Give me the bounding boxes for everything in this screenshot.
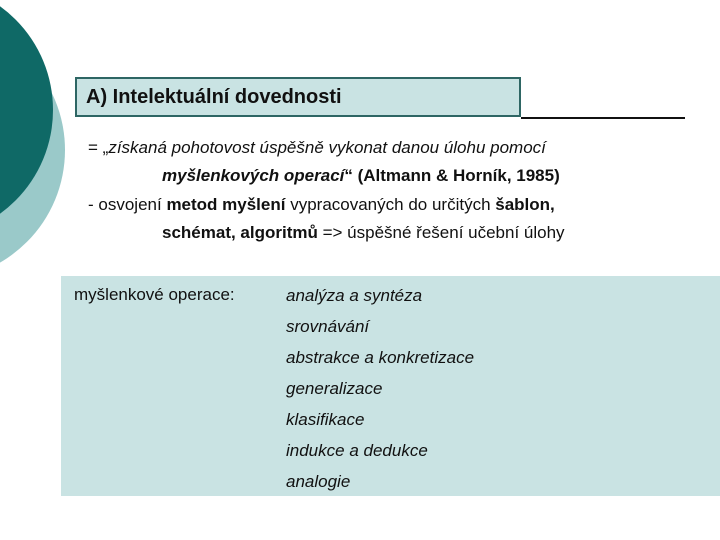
operations-label: myšlenkové operace:	[74, 285, 235, 304]
acq-text-2: vypracovaných do určitých	[285, 195, 496, 214]
list-item: generalizace	[286, 379, 383, 398]
operations-list	[286, 280, 474, 497]
acq-bold-3: schémat, algoritmů	[162, 223, 318, 242]
list-item: analogie	[286, 472, 351, 491]
definition-prefix: = „	[88, 138, 109, 157]
definition-italic: získaná pohotovost úspěšně vykonat danou úlohu pomocí	[108, 138, 546, 157]
list-item: indukce a dedukce	[286, 441, 428, 460]
list-item: klasifikace	[286, 410, 365, 429]
list-item: srovnávání	[286, 317, 370, 336]
acq-text-1: - osvojení	[88, 195, 167, 214]
definition-paragraph	[88, 134, 668, 190]
title-underline	[521, 117, 685, 119]
definition-citation: “ (Altmann & Horník, 1985)	[344, 166, 560, 185]
definition-italic-bold: myšlenkových operací	[162, 166, 345, 185]
acq-text-3: => úspěšné řešení učební úlohy	[317, 223, 565, 242]
acquisition-paragraph	[88, 191, 668, 247]
list-item: analýza a syntéza	[286, 286, 423, 305]
slide-title	[75, 77, 521, 117]
acq-bold-1: metod myšlení	[166, 195, 286, 214]
acquisition-line-2	[88, 219, 668, 247]
definition-line-2	[88, 162, 668, 190]
slide-title-text: A) Intelektuální dovednosti	[86, 85, 342, 108]
acq-bold-2: šablon,	[495, 195, 555, 214]
list-item: abstrakce a konkretizace	[286, 348, 475, 367]
